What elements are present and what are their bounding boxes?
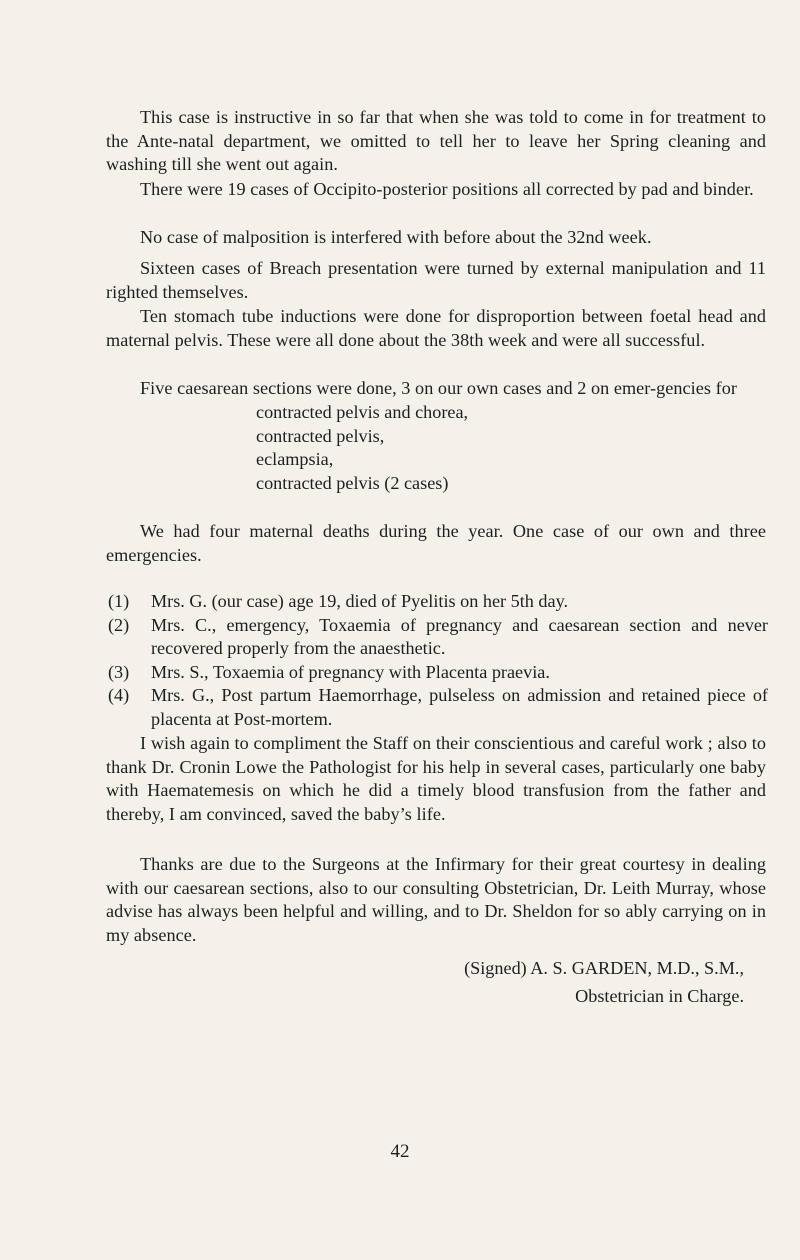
list-item-number: (4) <box>108 685 130 706</box>
page-number: 42 <box>390 1141 410 1162</box>
list-item-text: Mrs. S., Toxaemia of pregnancy with Placenta praevia. <box>151 661 550 682</box>
paragraph-stomach-tube-inductions: Ten stomach tube inductions were done for disproportion between foetal head and maternal pelvis. These were all done about the 38th week and were all successful. <box>106 306 766 350</box>
maternal-deaths-list <box>108 590 768 732</box>
paragraph-breach-presentation: Sixteen cases of Breach presentation were turned by external manipulation and 11 righted themselves. <box>106 258 766 302</box>
paragraph-compliment-staff: I wish again to compliment the Staff on their conscientious and careful work ; also to thank Dr. Cronin Lowe the Pathologist for his help in several cases, particularly one baby with Haematemesis on which he did a timely blood transfusion from the father and thereby, I am convinced, saved the baby’s life. <box>106 733 766 824</box>
list-item: eclampsia, <box>256 449 334 470</box>
list-item: contracted pelvis, <box>256 425 385 446</box>
list-item-number: (1) <box>108 591 130 611</box>
paragraph-instructive-case: This case is instructive in so far that when she was told to come in for treatment to the Ante-natal department, we omitted to tell her to leave her Spring cleaning and washing till she went out again. <box>106 107 766 175</box>
list-item-number: (2) <box>108 614 130 635</box>
list-item <box>108 614 768 661</box>
signature-name: (Signed) A. S. GARDEN, M.D., S.M., <box>464 958 744 978</box>
list-item: contracted pelvis (2 cases) <box>256 472 449 493</box>
list-item <box>108 661 768 685</box>
list-item-number: (3) <box>108 661 130 682</box>
list-item-text: Mrs. C., emergency, Toxaemia of pregnancy and caesarean section and never recovered properly from the anaesthetic. <box>151 614 768 659</box>
paragraph-thanks-surgeons: Thanks are due to the Surgeons at the Infirmary for their great courtesy in dealing with our caesarean sections, also to our consulting Obstetrician, Dr. Leith Murray, whose advise has always been helpful and willing, and to Dr. Sheldon for so ably carrying on in my absence. <box>106 854 766 945</box>
signature-title: Obstetrician in Charge. <box>575 986 744 1006</box>
list-item: contracted pelvis and chorea, <box>256 402 469 422</box>
paragraph-malposition: No case of malposition is interfered with before about the 32nd week. <box>140 227 652 247</box>
list-item <box>108 684 768 731</box>
paragraph-occipito-posterior: There were 19 cases of Occipito-posterior positions all corrected by pad and binder. <box>140 179 754 199</box>
list-item-text: Mrs. G. (our case) age 19, died of Pyelitis on her 5th day. <box>151 591 569 611</box>
list-item-text: Mrs. G., Post partum Haemorrhage, pulseless on admission and retained piece of placenta at Post-mortem. <box>151 685 768 729</box>
paragraph-caesarean-sections: Five caesarean sections were done, 3 on our own cases and 2 on emer-gencies for <box>140 378 737 398</box>
caesarean-reasons-list <box>256 401 468 495</box>
list-item <box>108 590 768 614</box>
paragraph-maternal-deaths: We had four maternal deaths during the year. One case of our own and three emergencies. <box>106 521 766 565</box>
